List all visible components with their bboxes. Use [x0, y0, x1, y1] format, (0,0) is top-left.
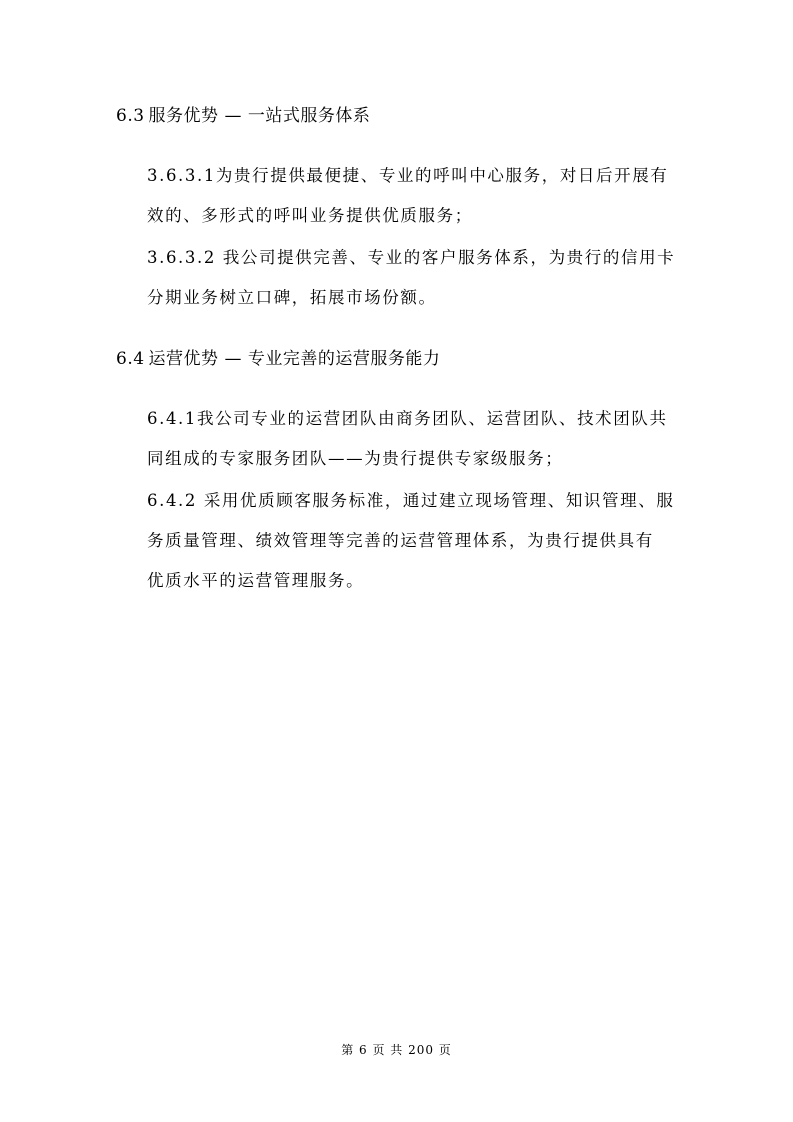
paragraph-line: 务质量管理、绩效管理等完善的运营管理体系，为贵行提供具有: [147, 531, 654, 550]
paragraph-line: 6.4.1我公司专业的运营团队由商务团队、运营团队、技术团队共: [147, 409, 668, 428]
paragraph-6-4-2: [147, 481, 687, 601]
page-number-footer: 第 6 页 共 200 页: [341, 1043, 452, 1057]
paragraph-line: 同组成的专家服务团队——为贵行提供专家级服务；: [147, 449, 564, 468]
paragraph-line: 优质水平的运营管理服务。: [147, 571, 365, 590]
paragraph-3-6-3-2: [147, 238, 687, 318]
paragraph-line: 6.4.2 采用优质顾客服务标准，通过建立现场管理、知识管理、服: [147, 491, 675, 510]
section-title: 运营优势 — 专业完善的运营服务能力: [148, 349, 441, 369]
section-number: 6.3: [116, 106, 145, 126]
paragraph-3-6-3-1: [147, 156, 687, 236]
paragraph-line: 3.6.3.2 我公司提供完善、专业的客户服务体系，为贵行的信用卡: [147, 248, 676, 267]
paragraph-6-4-1: [147, 399, 687, 479]
section-heading-6-3: [116, 104, 370, 128]
section-number: 6.4: [116, 349, 145, 369]
paragraph-line: 效的、多形式的呼叫业务提供优质服务；: [147, 206, 473, 225]
paragraph-line: 3.6.3.1为贵行提供最便捷、专业的呼叫中心服务，对日后开展有: [147, 166, 669, 185]
paragraph-line: 分期业务树立口碑，拓展市场份额。: [147, 288, 437, 307]
section-title: 服务优势 — 一站式服务体系: [148, 106, 371, 126]
section-heading-6-4: [116, 347, 440, 371]
